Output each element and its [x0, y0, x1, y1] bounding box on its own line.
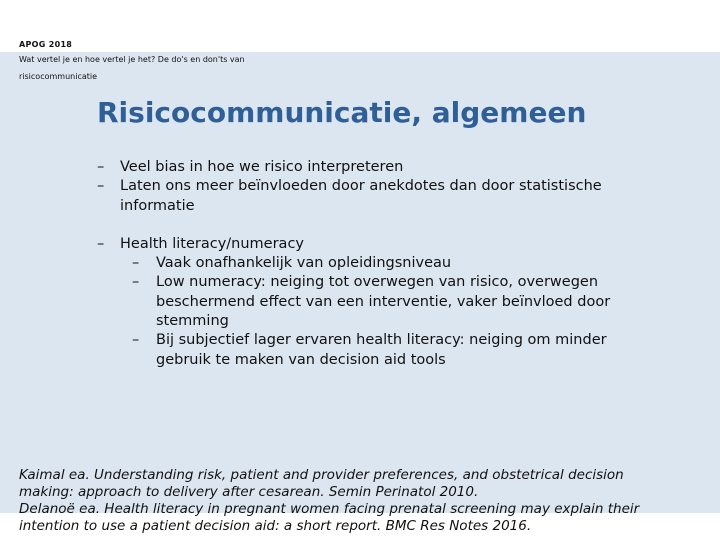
slide-title: Risicocommunicatie, algemeen: [97, 96, 587, 129]
sub-bullet-item: [97, 273, 677, 331]
reference-line: Kaimal ea. Understanding risk, patient and provider preferences, and obstetrical decision: [19, 467, 624, 483]
bullet-dash: –: [132, 274, 140, 291]
bullet-text: Laten ons meer beïnvloeden door anekdotes dan door statistische: [120, 178, 602, 195]
bullet-dash: –: [97, 178, 105, 195]
reference-line: making: approach to delivery after cesarean. Semin Perinatol 2010.: [19, 484, 479, 500]
sub-bullet-text: Low numeracy: neiging tot overwegen van risico, overwegen: [156, 274, 599, 291]
presentation-header: [19, 38, 699, 85]
bullet-item: [97, 235, 677, 254]
presentation-subtitle-line-1: Wat vertel je en hoe vertel je het? De do's en don'ts van: [19, 55, 245, 64]
bullet-text: informatie: [120, 197, 195, 214]
sub-bullet-item: [97, 331, 677, 370]
conference-label: APOG 2018: [19, 40, 73, 49]
bullet-dash: –: [97, 159, 105, 175]
references: [19, 467, 699, 535]
bullet-dash: –: [132, 255, 140, 272]
bullet-dash: –: [132, 332, 140, 349]
reference-line: Delanoë ea. Health literacy in pregnant women facing prenatal screening may explain their: [19, 501, 640, 517]
presentation-subtitle-line-2: risicocommunicatie: [19, 72, 98, 81]
sub-bullet-text: beschermend effect van een interventie, vaker beïnvloed door: [156, 293, 611, 310]
bullet-item: [97, 177, 677, 216]
sub-bullet-text: stemming: [156, 313, 229, 330]
bullet-list: [97, 158, 677, 370]
bullet-text: Health literacy/numeracy: [120, 235, 304, 252]
sub-bullet-text: Bij subjectief lager ervaren health literacy: neiging om minder: [156, 332, 607, 349]
sub-bullet-text: gebruik te maken van decision aid tools: [156, 351, 446, 368]
bullet-item: [97, 158, 677, 177]
sub-bullet-text: Vaak onafhankelijk van opleidingsniveau: [156, 255, 452, 272]
sub-bullet-item: [97, 254, 677, 273]
bullet-dash: –: [97, 235, 105, 252]
bullet-text: Veel bias in hoe we risico interpreteren: [120, 159, 404, 175]
reference-line: intention to use a patient decision aid: a short report. BMC Res Notes 2016.: [19, 518, 532, 534]
